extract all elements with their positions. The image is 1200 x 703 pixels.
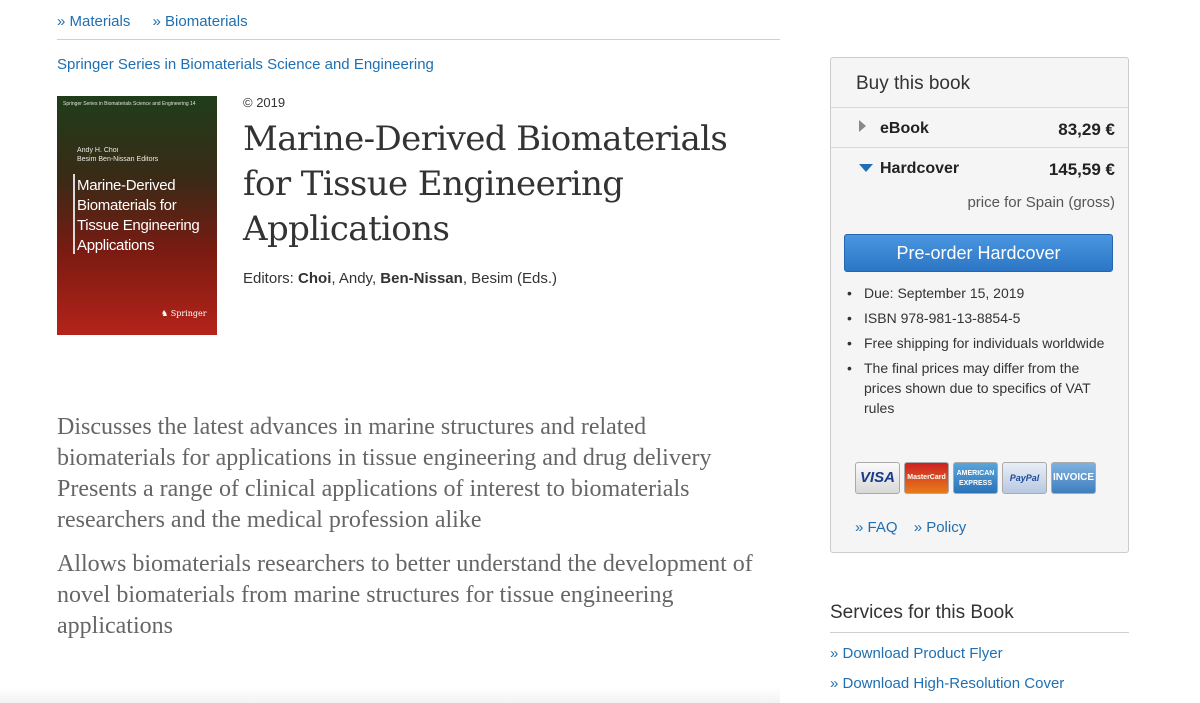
editor-2-firstname: , Besim (Eds.) <box>462 270 557 287</box>
copyright-year: © 2019 <box>243 95 286 110</box>
buy-box <box>830 57 1129 553</box>
hardcover-label[interactable]: Hardcover <box>880 160 960 177</box>
policy-link[interactable]: » Policy <box>913 519 967 536</box>
buy-box-title: Buy this book <box>831 58 1128 108</box>
faq-link[interactable]: » FAQ <box>855 519 898 536</box>
expand-arrow-icon[interactable] <box>859 120 866 132</box>
list-item-due-date: • Due: September 15, 2019 <box>864 283 1119 303</box>
cover-title-line: Marine-Derived <box>77 177 176 194</box>
payment-methods <box>855 462 1096 494</box>
collapse-arrow-icon[interactable] <box>859 164 873 172</box>
list-item-shipping: • Free shipping for individuals worldwide <box>864 333 1119 353</box>
preorder-hardcover-button[interactable]: Pre-order Hardcover <box>844 234 1113 272</box>
breadcrumb <box>57 13 266 30</box>
amex-card-icon <box>953 462 998 494</box>
breadcrumb-materials[interactable]: » Materials <box>57 13 131 30</box>
services-divider <box>830 632 1129 633</box>
visa-card-icon: VISA <box>855 462 900 494</box>
cover-accent-bar <box>73 174 75 254</box>
amex-line: EXPRESS <box>958 480 993 487</box>
description-paragraph-2: Allows biomaterials researchers to better understand the development of novel biomaterials from marine structures for tissue engineering applications <box>57 551 753 639</box>
description-paragraph-1: Discusses the latest advances in marine structures and related biomaterials for applications in tissue engineering and drug delivery Presents a range of clinical applications of interest to biomaterials researchers and the medical profession alike <box>57 414 712 533</box>
breadcrumb-biomaterials[interactable]: » Biomaterials <box>152 13 248 30</box>
cover-editor-2: Besim Ben-Nissan Editors <box>77 156 159 163</box>
breadcrumb-divider <box>57 39 780 40</box>
ebook-label[interactable]: eBook <box>880 120 929 137</box>
hardcover-option[interactable] <box>831 148 1128 188</box>
cover-editors <box>77 146 158 164</box>
cover-title-line: Tissue Engineering <box>77 217 200 234</box>
editor-1-lastname[interactable]: Choi <box>298 270 332 287</box>
page-title: Marine-Derived Biomaterials for Tissue Engineering Applications <box>243 119 728 249</box>
download-cover-link[interactable]: » Download High-Resolution Cover <box>830 675 1065 692</box>
cover-title-line: Biomaterials for <box>77 197 177 214</box>
cover-publisher-logo: ♞ Springer <box>161 309 207 318</box>
mastercard-icon: MasterCard <box>904 462 949 494</box>
cover-editor-1: Andy H. Choi <box>77 147 119 154</box>
cover-series: Springer Series in Biomaterials Science and Engineering 14 <box>63 101 196 107</box>
purchase-details-list <box>864 283 1119 423</box>
series-link[interactable]: Springer Series in Biomaterials Science and Engineering <box>57 56 434 73</box>
editor-1-firstname: , Andy, <box>331 270 381 287</box>
editors-prefix: Editors: <box>243 270 299 287</box>
editor-2-lastname[interactable]: Ben-Nissan <box>380 270 463 287</box>
invoice-icon: INVOICE <box>1051 462 1096 494</box>
services-title: Services for this Book <box>830 602 1014 623</box>
cover-title <box>77 176 199 256</box>
cover-publisher-name: Springer <box>170 309 207 318</box>
price-note: price for Spain (gross) <box>967 194 1115 211</box>
ebook-price: 83,29 € <box>1058 120 1115 139</box>
book-editors <box>243 270 557 287</box>
hardcover-price: 145,59 € <box>1048 160 1115 179</box>
help-links <box>855 519 978 536</box>
list-item-isbn: • ISBN 978-981-13-8854-5 <box>864 308 1119 328</box>
cover-title-line: Applications <box>77 237 155 254</box>
amex-line: AMERICAN <box>956 470 995 477</box>
book-cover-image[interactable] <box>57 96 217 335</box>
paypal-icon: PayPal <box>1002 462 1047 494</box>
download-flyer-link[interactable]: » Download Product Flyer <box>830 645 1003 662</box>
ebook-option[interactable] <box>831 108 1128 148</box>
list-item-vat-note: • The final prices may differ from the prices shown due to specifics of VAT rules <box>864 358 1119 418</box>
